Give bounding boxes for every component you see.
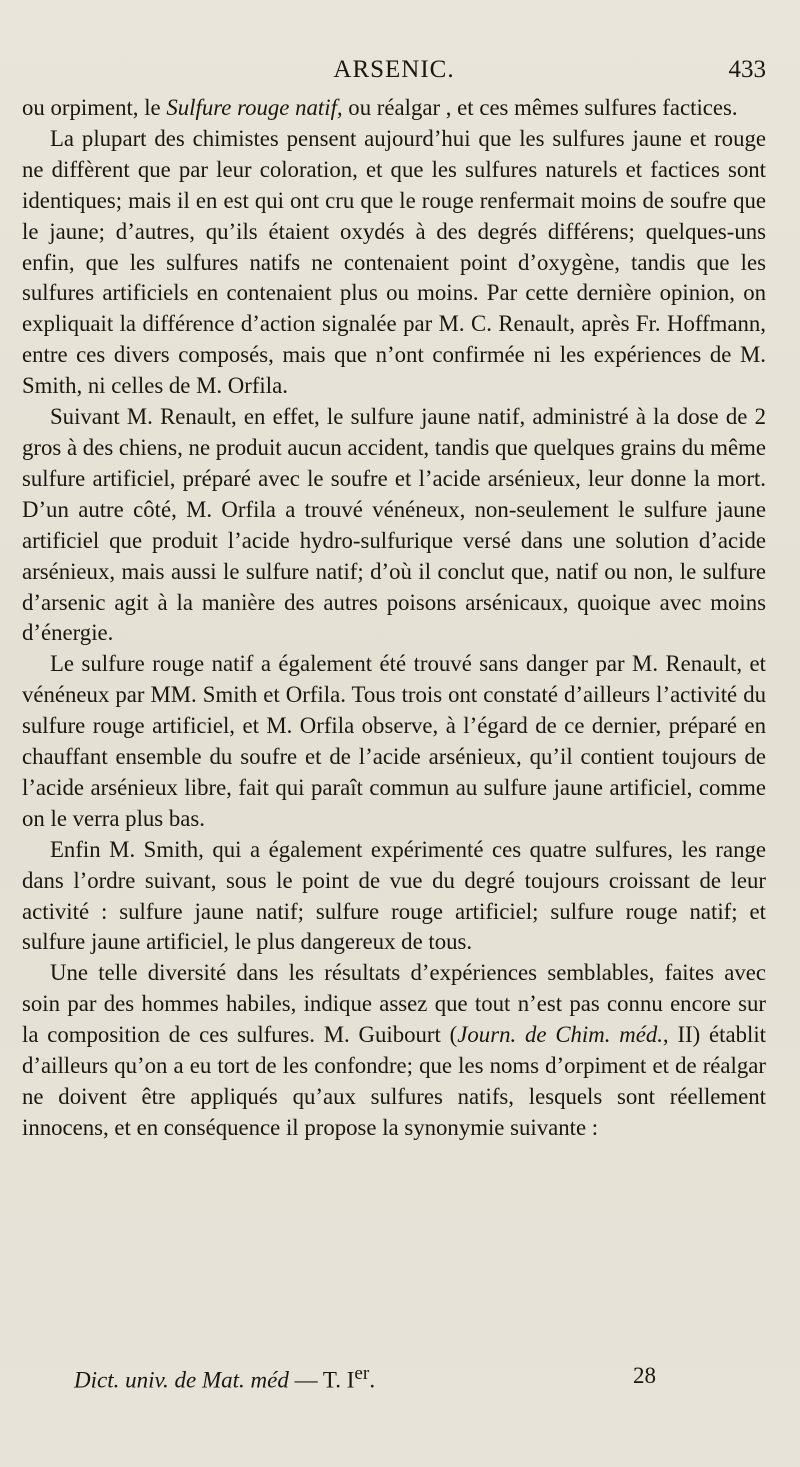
paragraph (22, 835, 766, 959)
paragraph (22, 402, 766, 649)
page-header (22, 56, 766, 92)
text-run: ou réalgar , et ces mêmes sulfures factices. (342, 95, 738, 120)
signature-volume: — T. I (288, 1367, 355, 1393)
signature-mark: 28 (633, 1363, 656, 1388)
page-footer (22, 1363, 766, 1397)
paragraph (22, 649, 766, 834)
paragraph (22, 124, 766, 402)
signature-title: Dict. univ. de Mat. méd (74, 1367, 289, 1393)
text-run-italic: Sulfure rouge natif, (166, 95, 343, 120)
text-run: , II) établit d’ailleurs qu’on a eu tort de les confondre; que les noms d’orpiment et de réalgar ne doivent être appliqués qu’aux sulfures natifs, lesquels sont réellement innocens, et en conséquence il propose la synonymie suivante : (22, 1022, 767, 1140)
paragraph (22, 93, 766, 124)
body-text (22, 93, 766, 1144)
text-run: Suivant M. Renault, en effet, le sulfure jaune natif, administré à la dose de 2 gros à des chiens, ne produit aucun accident, tandis que quelques grains du même sulfure artificiel, préparé avec le soufre et l’acide arsénieux, leur donne la mort. D’un autre côté, M. Orfila a trouvé vénéneux, non-seulement le sulfure jaune artificiel que produit l’acide hydro-sulfurique versé dans une solution d’acide arsénieux, mais aussi le sulfure natif; d’où il conclut que, natif ou non, le sulfure d’arsenic agit à la manière des autres poisons arsénicaux, quoique avec moins d’énergie. (22, 404, 766, 646)
signature-end: . (369, 1367, 376, 1393)
text-run: Le sulfure rouge natif a également été trouvé sans danger par M. Renault, et vénéneux par MM. Smith et Orfila. Tous trois ont constaté d’ailleurs l’activité du sulfure rouge artificiel, et M. Orfila observe, à l’égard de ce dernier, préparé en chauffant ensemble du soufre et de l’acide arsénieux, qu’il contient toujours de l’acide arsénieux libre, fait qui paraît commun au sulfure jaune artificiel, comme on le verra plus bas. (22, 651, 766, 831)
paragraph (22, 958, 766, 1143)
footer-signature (74, 1363, 375, 1394)
text-run: La plupart des chimistes pensent aujourd’hui que les sulfures jaune et rouge ne diffèrent que par leur coloration, et que les sulfures naturels et factices sont identiques; mais il en est qui ont cru que le rouge renfermait moins de soufre que le jaune; d’autres, qu’ils étaient oxydés à des degrés différens; quelques-uns enfin, que les sulfures natifs ne contenaient point d’oxygène, tandis que les sulfures artificiels en contenaient plus ou moins. Par cette dernière opinion, on expliquait la différence d’action signalée par M. C. Renault, après Fr. Hoffmann, entre ces divers composés, mais que n’ont confirmée ni les expériences de M. Smith, ni celles de M. Orfila. (22, 125, 766, 399)
text-run: ou orpiment, le (22, 95, 167, 120)
running-title: ARSENIC. (333, 56, 455, 83)
text-run: Enfin M. Smith, qui a également expérimenté ces quatre sulfures, les range dans l’ordre suivant, sous le point de vue du degré toujours croissant de leur activité : sulfure jaune natif; sulfure rouge artificiel; sulfure rouge natif; et sulfure jaune artificiel, le plus dangereux de tous. (22, 836, 766, 955)
page-number: 433 (728, 56, 766, 83)
text-run: Une telle diversité dans les résultats d’expériences semblables, faites avec soin par des hommes habiles, indique assez que tout n’est pas connu encore sur la composition de ces sulfures. M. Guibourt ( (22, 960, 766, 1048)
signature-volume-sup: er (354, 1363, 370, 1384)
text-run-italic: Journ. de Chim. méd. (457, 1022, 663, 1048)
